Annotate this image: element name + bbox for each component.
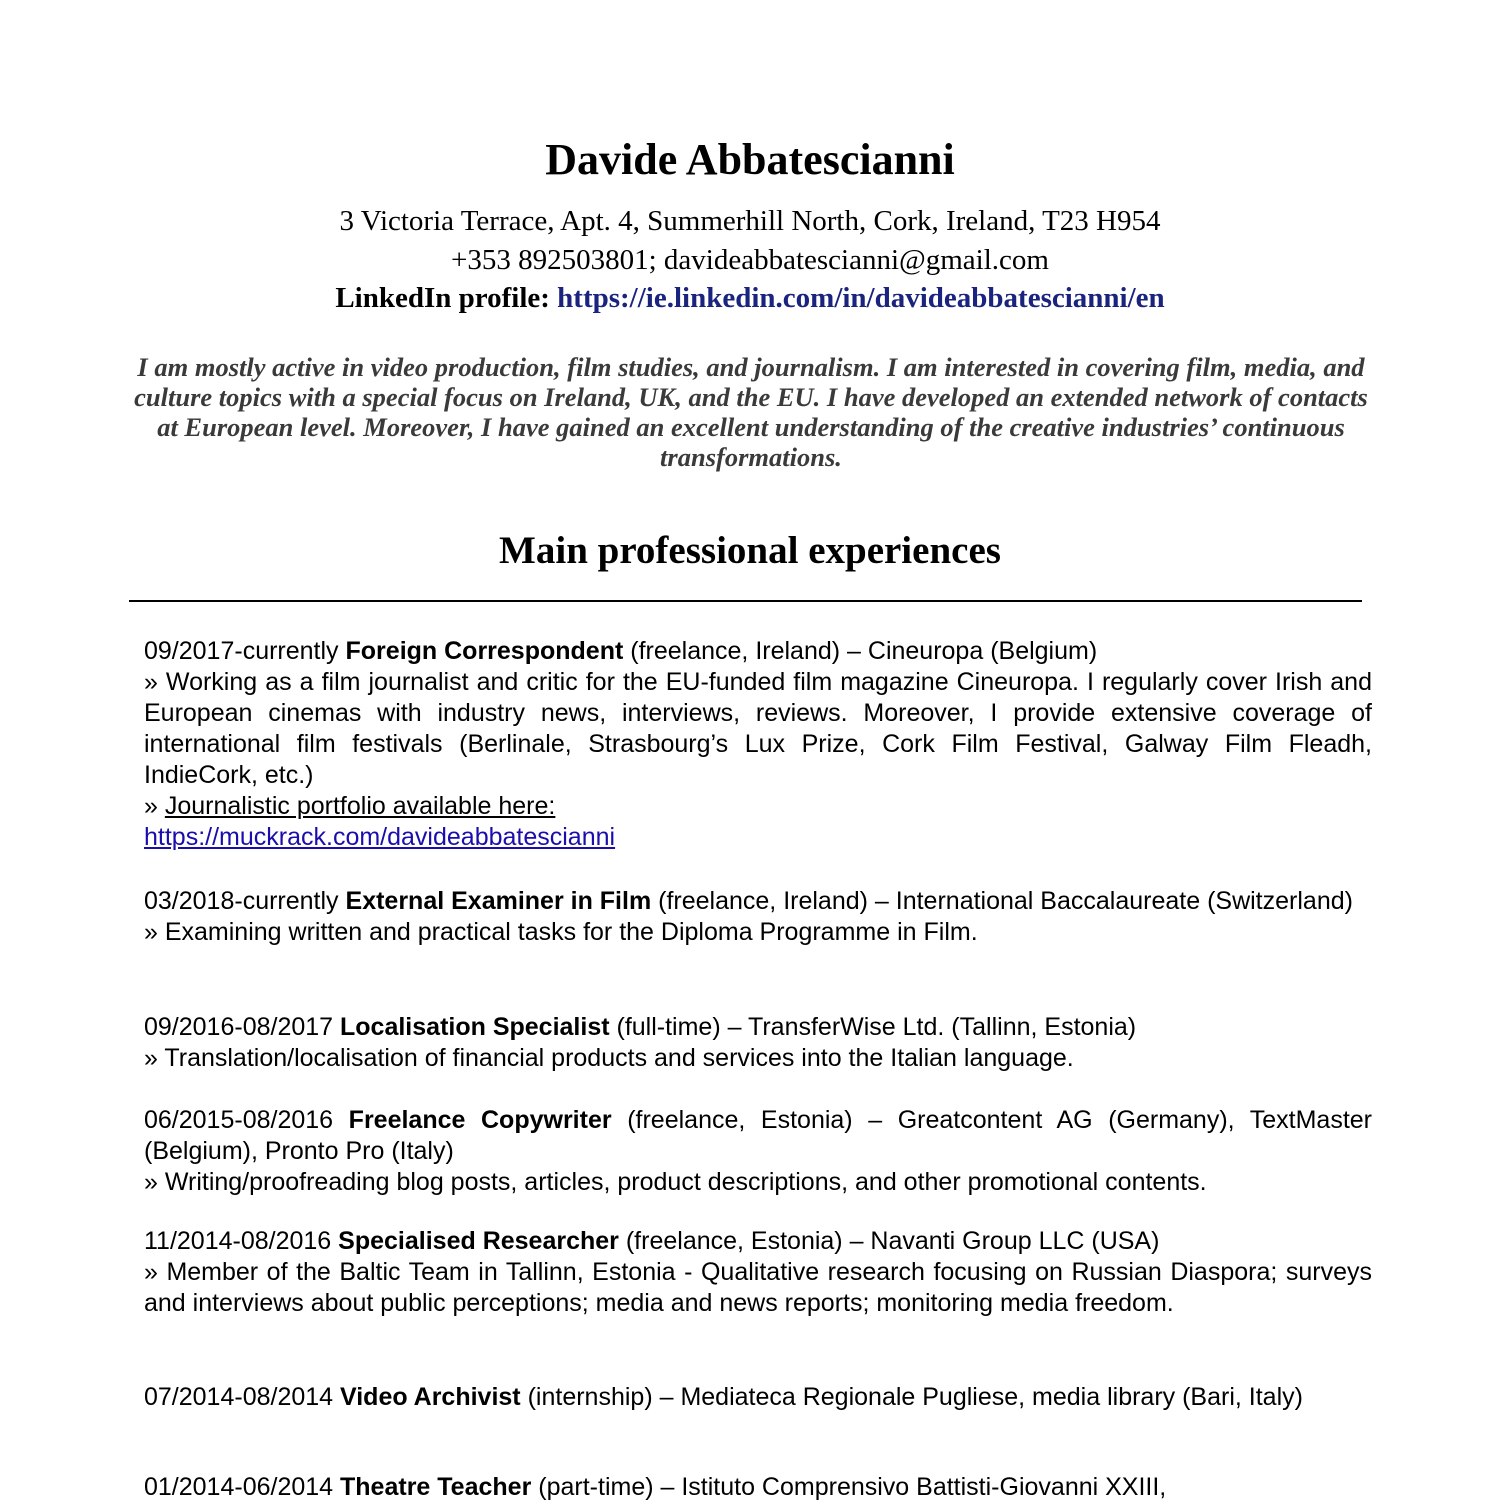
experience-role: External Examiner in Film: [345, 887, 652, 915]
experience-heading: [144, 1226, 1372, 1257]
profile-summary: I am mostly active in video production, film studies, and journalism. I am interested in covering film, media, and culture topics with a special focus on Ireland, UK, and the EU. I have developed an extended network of contacts at European level. Moreover, I have gained an excellent understanding of the creative industries’ continuous transformations.: [134, 352, 1368, 472]
experience-details: (freelance, Ireland) – International Baccalaureate (Switzerland): [658, 887, 1353, 915]
linkedin-link[interactable]: https://ie.linkedin.com/in/davideabbatescianni/en: [557, 282, 1165, 314]
experience-entry: [144, 1382, 1372, 1413]
experience-heading: [144, 886, 1372, 917]
experience-heading: [144, 636, 1372, 667]
phone-email: +353 892503801; davideabbatescianni@gmail.com: [451, 244, 1049, 276]
experience-description: » Translation/localisation of financial products and services into the Italian language.: [144, 1044, 1074, 1072]
linkedin-line: [0, 280, 1500, 316]
experience-description: » Working as a film journalist and critic for the EU-funded film magazine Cineuropa. I regularly cover Irish and European cinemas with industry news, interviews, reviews. Moreover, I provide extensive coverage of international film festivals (Berlinale, Strasbourg’s Lux Prize, Cork Film Festival, Galway Film Fleadh, IndieCork, etc.): [144, 668, 1372, 789]
experience-period: 09/2016-08/2017: [144, 1013, 334, 1041]
experience-role: Theatre Teacher: [340, 1473, 532, 1500]
experience-entry: [144, 1226, 1372, 1319]
experience-period: 01/2014-06/2014: [144, 1473, 334, 1500]
address: 3 Victoria Terrace, Apt. 4, Summerhill North, Cork, Ireland, T23 H954: [339, 205, 1161, 237]
portfolio-bullet: »: [144, 792, 158, 820]
section-title: Main professional experiences: [499, 529, 1001, 572]
experience-role: Foreign Correspondent: [345, 637, 624, 665]
experience-description: » Member of the Baltic Team in Tallinn, Estonia - Qualitative research focusing on Russian Diaspora; surveys and interviews about public perceptions; media and news reports; monitoring media freedom.: [144, 1258, 1372, 1317]
experience-description: » Examining written and practical tasks for the Diploma Programme in Film.: [144, 918, 978, 946]
experience-role: Localisation Specialist: [340, 1013, 610, 1041]
experience-entry: [144, 1105, 1372, 1198]
experience-entry: [144, 636, 1372, 853]
cv-name: Davide Abbatescianni: [545, 135, 955, 184]
experience-entry: [144, 1472, 1372, 1500]
experience-entry: [144, 1012, 1372, 1074]
experience-heading: [144, 1105, 1372, 1167]
experience-role: Freelance Copywriter: [348, 1106, 612, 1134]
experience-period: 06/2015-08/2016: [144, 1106, 334, 1134]
experience-description: » Writing/proofreading blog posts, articles, product descriptions, and other promotional contents.: [144, 1168, 1207, 1196]
experience-period: 07/2014-08/2014: [144, 1383, 334, 1411]
experience-period: 09/2017-currently: [144, 637, 339, 665]
experience-details: (part-time) – Istituto Comprensivo Battisti-Giovanni XXIII,: [538, 1473, 1167, 1500]
experience-heading: [144, 1472, 1372, 1500]
experience-role: Specialised Researcher: [338, 1227, 619, 1255]
experience-details: (freelance, Estonia) – Greatcontent AG (Germany), TextMaster (Belgium), Pronto Pro (Italy): [144, 1106, 1373, 1165]
portfolio-label: Journalistic portfolio available here:: [164, 792, 556, 820]
portfolio-line: [144, 791, 1372, 822]
experience-period: 11/2014-08/2016: [144, 1227, 332, 1255]
experience-details: (freelance, Estonia) – Navanti Group LLC (USA): [625, 1227, 1160, 1255]
section-divider: [129, 600, 1362, 602]
linkedin-label: LinkedIn profile:: [335, 282, 550, 314]
experience-details: (internship) – Mediateca Regionale Pugliese, media library (Bari, Italy): [527, 1383, 1303, 1411]
experience-period: 03/2018-currently: [144, 887, 339, 915]
experience-heading: [144, 1382, 1372, 1413]
experience-entry: [144, 886, 1372, 948]
experience-details: (freelance, Ireland) – Cineuropa (Belgium): [630, 637, 1098, 665]
portfolio-link[interactable]: https://muckrack.com/davideabbatescianni: [144, 823, 616, 851]
experience-role: Video Archivist: [340, 1383, 521, 1411]
experience-details: (full-time) – TransferWise Ltd. (Tallinn, Estonia): [616, 1013, 1137, 1041]
experience-heading: [144, 1012, 1372, 1043]
